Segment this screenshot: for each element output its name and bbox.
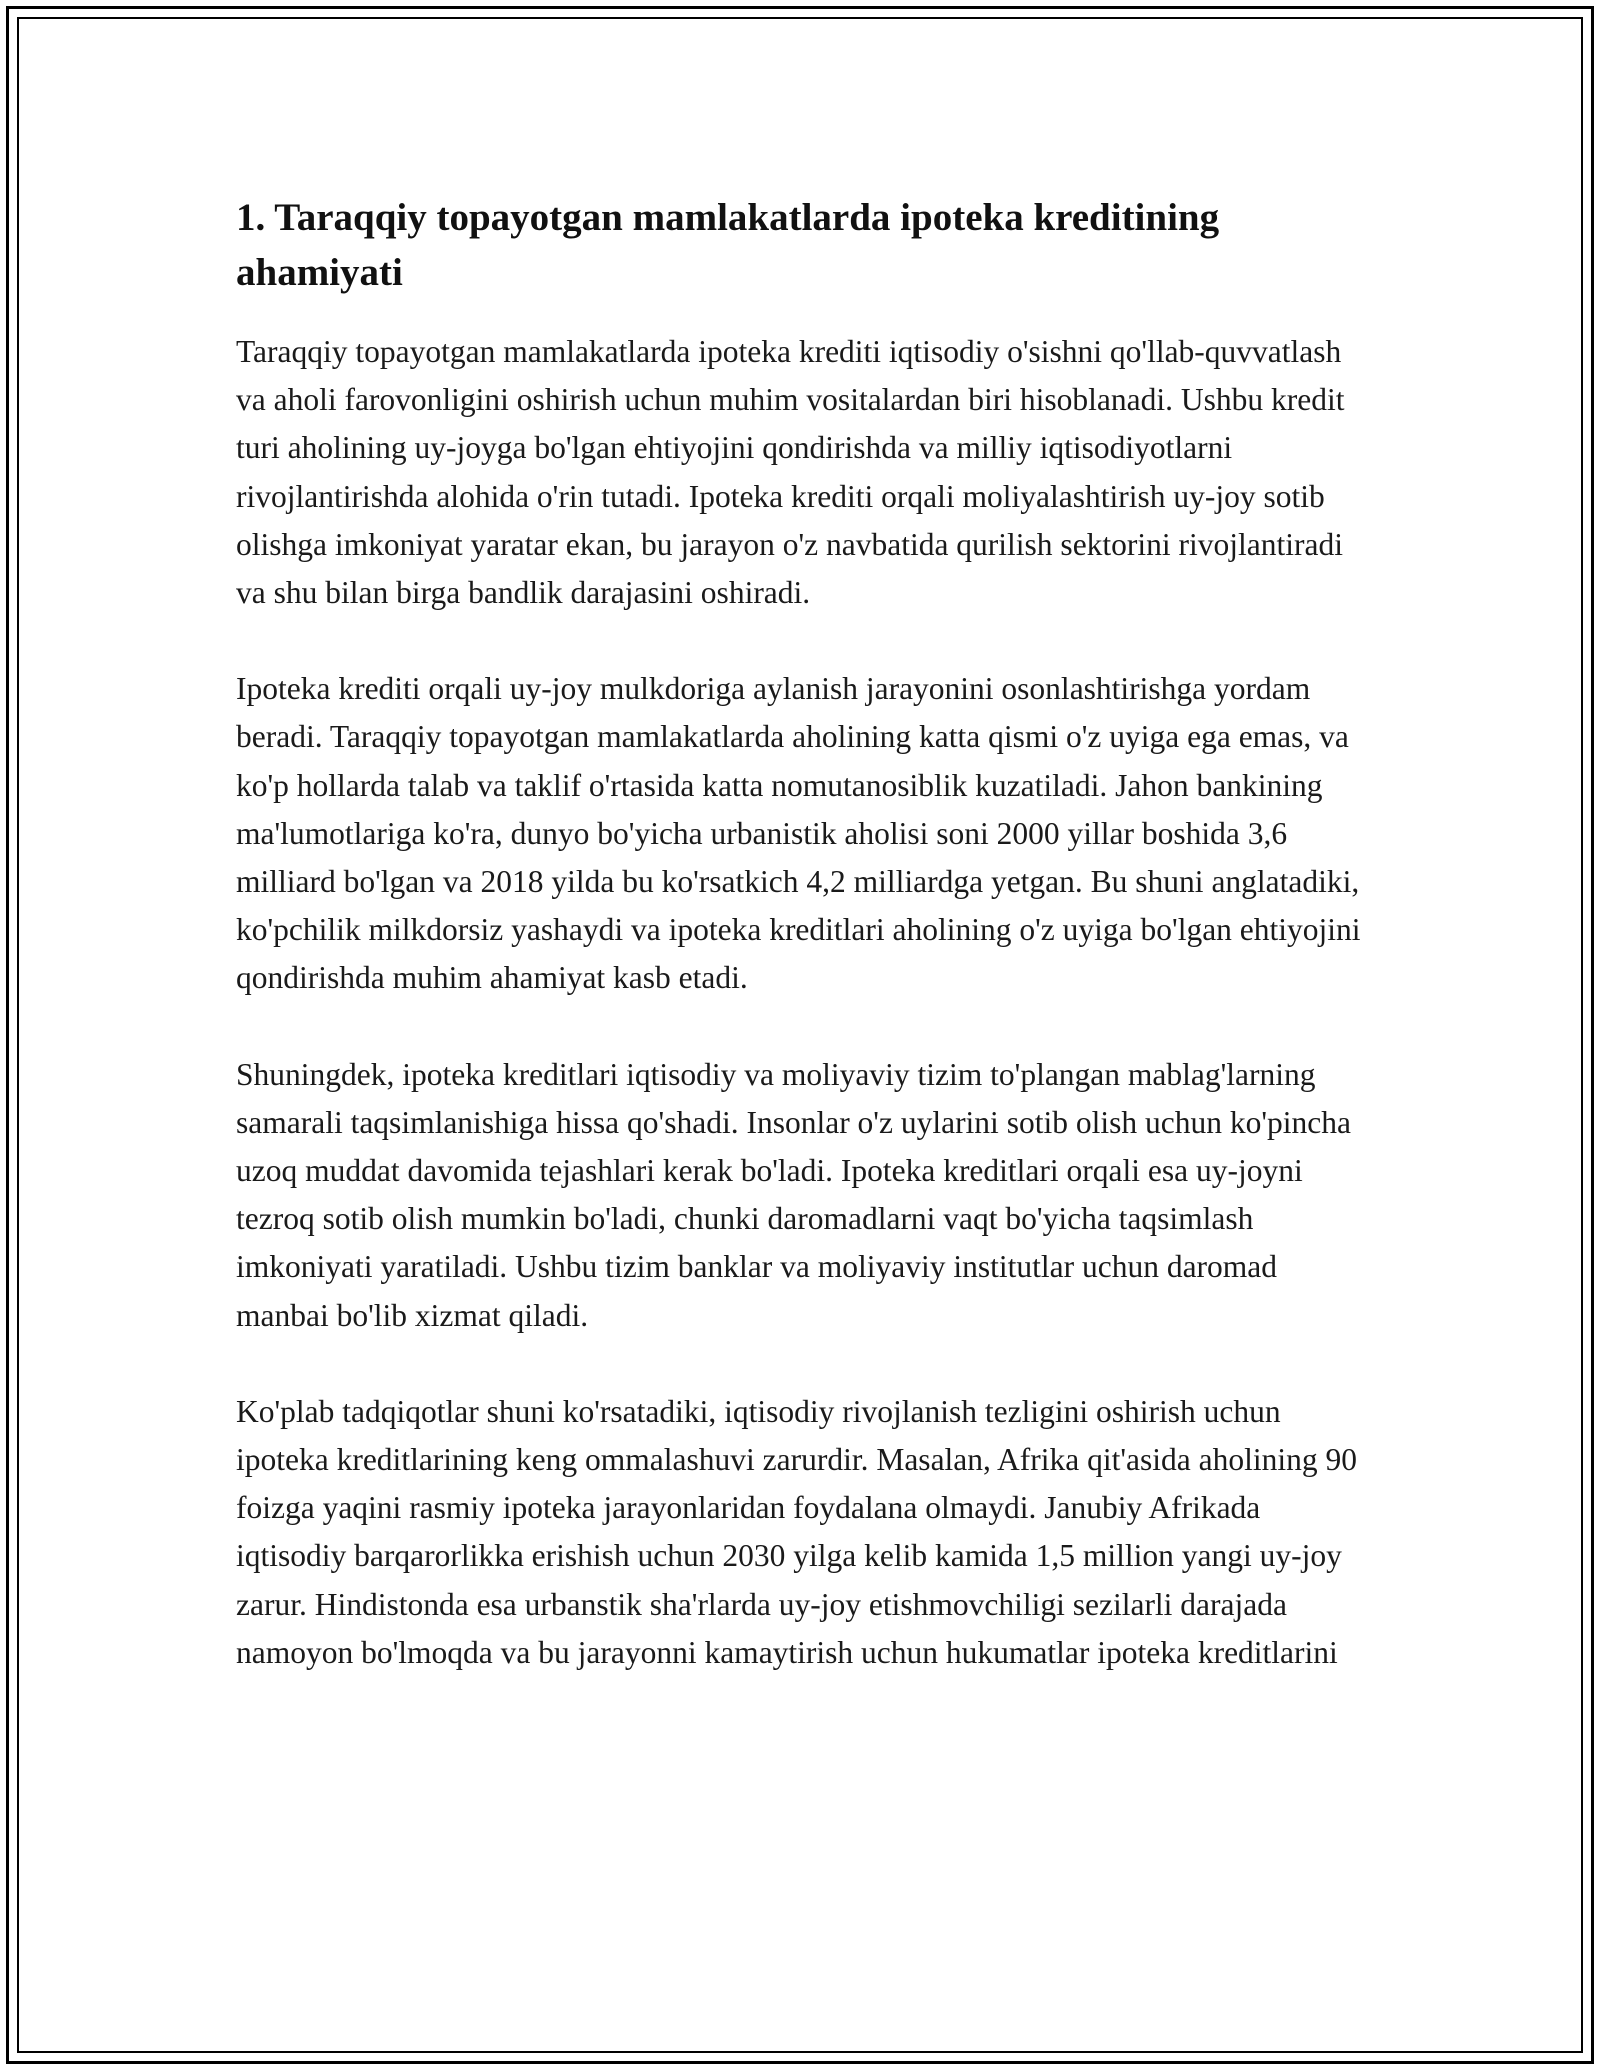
section-heading: 1. Taraqqiy topayotgan mamlakatlarda ipoteka kreditining ahamiyati (236, 196, 1220, 294)
paragraph-2: Ipoteka krediti orqali uy-joy mulkdoriga aylanish jarayonini osonlashtirishga yordam beradi. Taraqqiy topayotgan mamlakatlarda aholining katta qismi o'z uyiga ega emas, va ko'p hollarda talab va taklif o'rtasida katta nomutanosiblik kuzatiladi. Jahon bankining ma'lumotlariga ko'ra, dunyo bo'yicha urbanistik aholisi soni 2000 yillar boshida 3,6 milliard bo'lgan va 2018 yilda bu ko'rsatkich 4,2 milliardga yetgan. Bu shuni anglatadiki, ko'pchilik milkdorsiz yashaydi va ipoteka kreditlari aholining o'z uyiga bo'lgan ehtiyojini qondirishda muhim ahamiyat kasb etadi. (236, 671, 1361, 996)
document-body (236, 190, 1376, 1677)
paragraph-4: Ko'plab tadqiqotlar shuni ko'rsatadiki, iqtisodiy rivojlanish tezligini oshirish uchun ipoteka kreditlarining keng ommalashuvi zarurdir. Masalan, Afrika qit'asida aholining 90 foizga yaqini rasmiy ipoteka jarayonlaridan foydalana olmaydi. Janubiy Afrikada iqtisodiy barqarorlikka erishish uchun 2030 yilga kelib kamida 1,5 million yangi uy-joy zarur. Hindistonda esa urbanstik sha'rlarda uy-joy etishmovchiligi sezilarli darajada namoyon bo'lmoqda va bu jarayonni kamaytirish uchun hukumatlar ipoteka kreditlarini (236, 1393, 1358, 1670)
paragraph-1: Taraqqiy topayotgan mamlakatlarda ipoteka krediti iqtisodiy o'sishni qo'llab-quvvatlash va aholi farovonligini oshirish uchun muhim vositalardan biri hisoblanadi. Ushbu kredit turi aholining uy-joyga bo'lgan ehtiyojini qondirishda va milliy iqtisodiyotlarni rivojlantirishda alohida o'rin tutadi. Ipoteka krediti orqali moliyalashtirish uy-joy sotib olishga imkoniyat yaratar ekan, bu jarayon o'z navbatida qurilish sektorini rivojlantiradi va shu bilan birga bandlik darajasini oshiradi. (236, 334, 1345, 611)
paragraph-3: Shuningdek, ipoteka kreditlari iqtisodiy va moliyaviy tizim to'plangan mablag'larning samarali taqsimlanishiga hissa qo'shadi. Insonlar o'z uylarini sotib olish uchun ko'pincha uzoq muddat davomida tejashlari kerak bo'ladi. Ipoteka kreditlari orqali esa uy-joyni tezroq sotib olish mumkin bo'ladi, chunki daromadlarni vaqt bo'yicha taqsimlash imkoniyati yaratiladi. Ushbu tizim banklar va moliyaviy institutlar uchun daromad manbai bo'lib xizmat qiladi. (236, 1056, 1351, 1333)
